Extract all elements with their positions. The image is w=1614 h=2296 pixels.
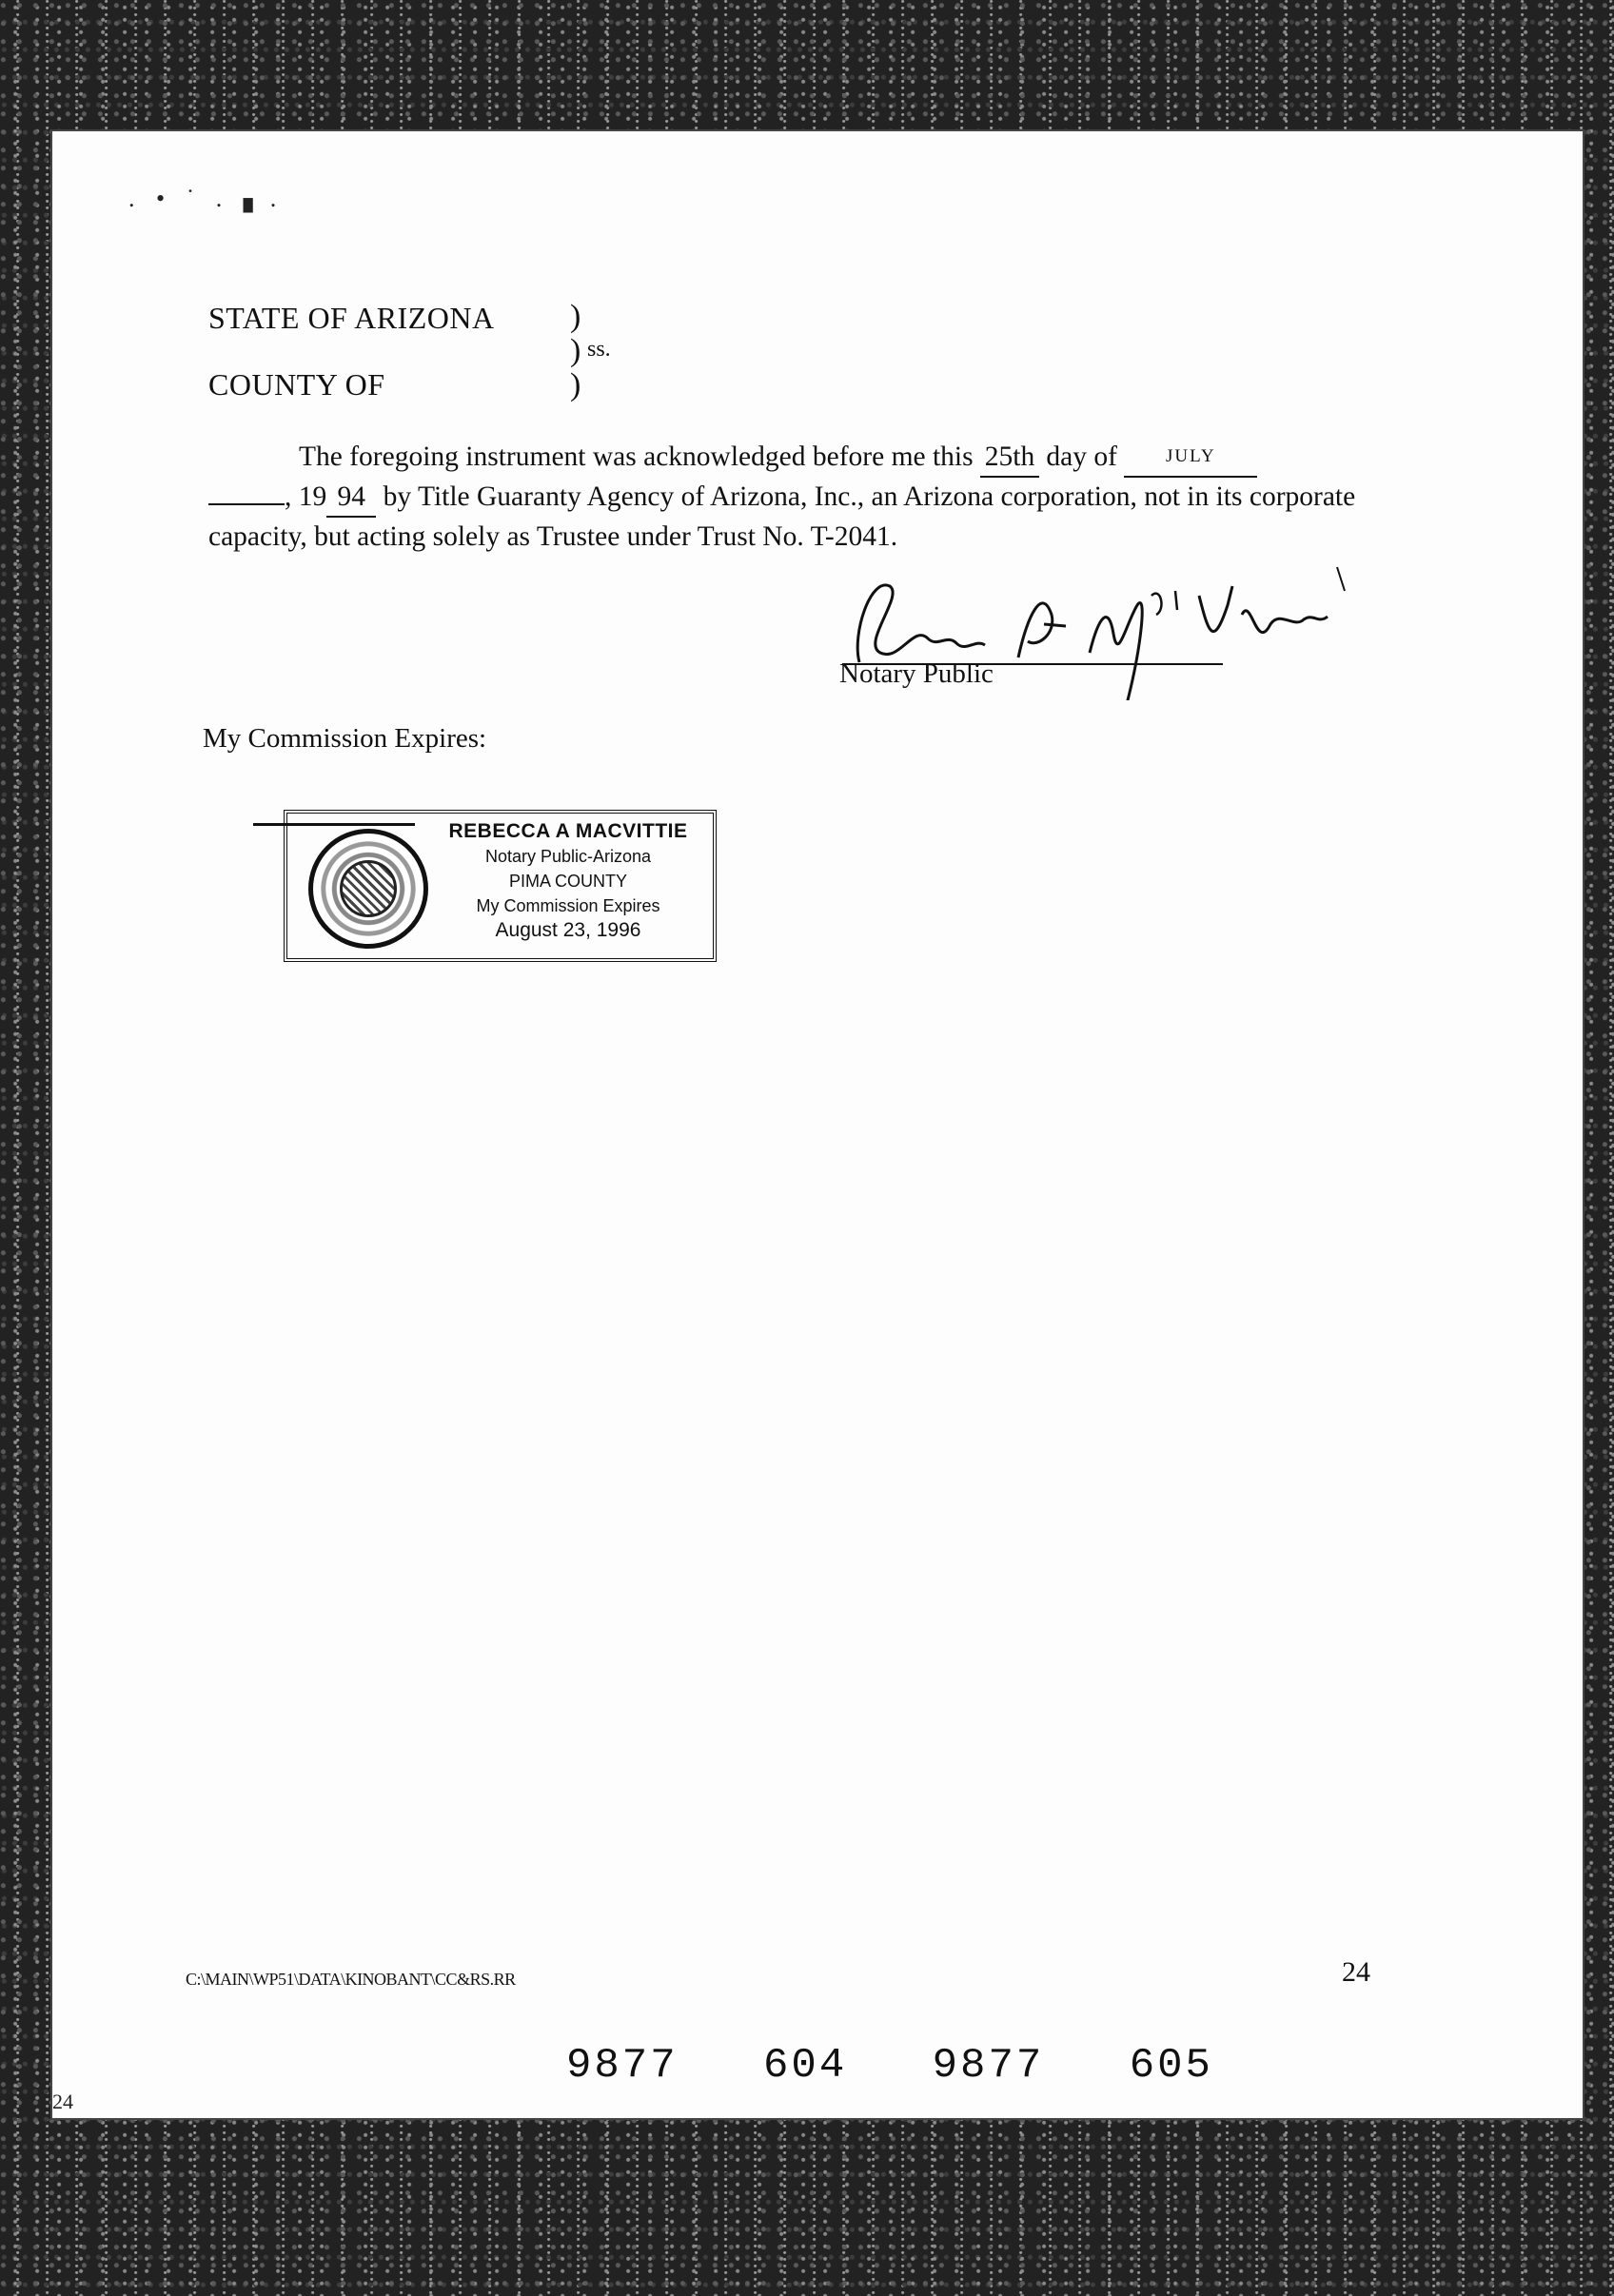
- bracket-top: ): [570, 299, 581, 334]
- document-page: [52, 131, 1583, 2118]
- stamp-expires-label: My Commission Expires: [476, 896, 660, 915]
- bracket-middle: ): [570, 333, 581, 368]
- ack-text-3: , 19: [285, 481, 327, 512]
- ack-blank-line: [208, 502, 285, 505]
- scan-specks: . • ˙ . ▖.: [128, 185, 285, 212]
- ack-year: 94: [326, 478, 376, 518]
- commission-expires-label: My Commission Expires:: [203, 723, 487, 754]
- notary-stamp: [284, 810, 717, 962]
- state-seal: [308, 829, 428, 949]
- margin-mark: 24: [52, 2090, 73, 2113]
- stamp-rule: [253, 823, 415, 826]
- ack-text-2: day of: [1046, 442, 1117, 472]
- ack-day: 25th: [980, 438, 1039, 478]
- ss-label: ss.: [587, 337, 611, 362]
- ack-text-1: The foregoing instrument was acknowledged before me this: [299, 442, 974, 472]
- stamp-notary-title: Notary Public-Arizona: [484, 847, 652, 866]
- recording-number-2: 604: [763, 2042, 848, 2090]
- recording-number-3: 9877: [932, 2042, 1045, 2090]
- acknowledgment-paragraph: [208, 438, 1446, 556]
- state-seal-emblem: [340, 860, 397, 917]
- ack-text-4: by Title Guaranty Agency of Arizona, Inc., an Arizona corporation, not in its corporate capacity, but acting solely as Trustee under Trust No. T-2041.: [208, 481, 1356, 552]
- county-line: COUNTY OF: [208, 367, 385, 402]
- recording-numbers: [566, 2042, 1270, 2090]
- ack-month: JULY: [1124, 438, 1257, 478]
- stamp-text: [430, 819, 706, 943]
- state-line: STATE OF ARIZONA: [208, 301, 495, 335]
- recording-number-4: 605: [1129, 2042, 1213, 2090]
- stamp-expires-date: August 23, 1996: [495, 919, 641, 941]
- notary-public-caption: Notary Public: [839, 658, 994, 689]
- stamp-notary-name: REBECCA A MACVITTIE: [448, 820, 688, 842]
- page-number: 24: [1342, 1956, 1370, 1988]
- file-path: C:\MAIN\WP51\DATA\KINOBANT\CC&RS.RR: [186, 1970, 516, 1989]
- bracket-bottom: ): [570, 367, 581, 402]
- stamp-county: PIMA COUNTY: [508, 872, 627, 891]
- recording-number-1: 9877: [566, 2042, 679, 2090]
